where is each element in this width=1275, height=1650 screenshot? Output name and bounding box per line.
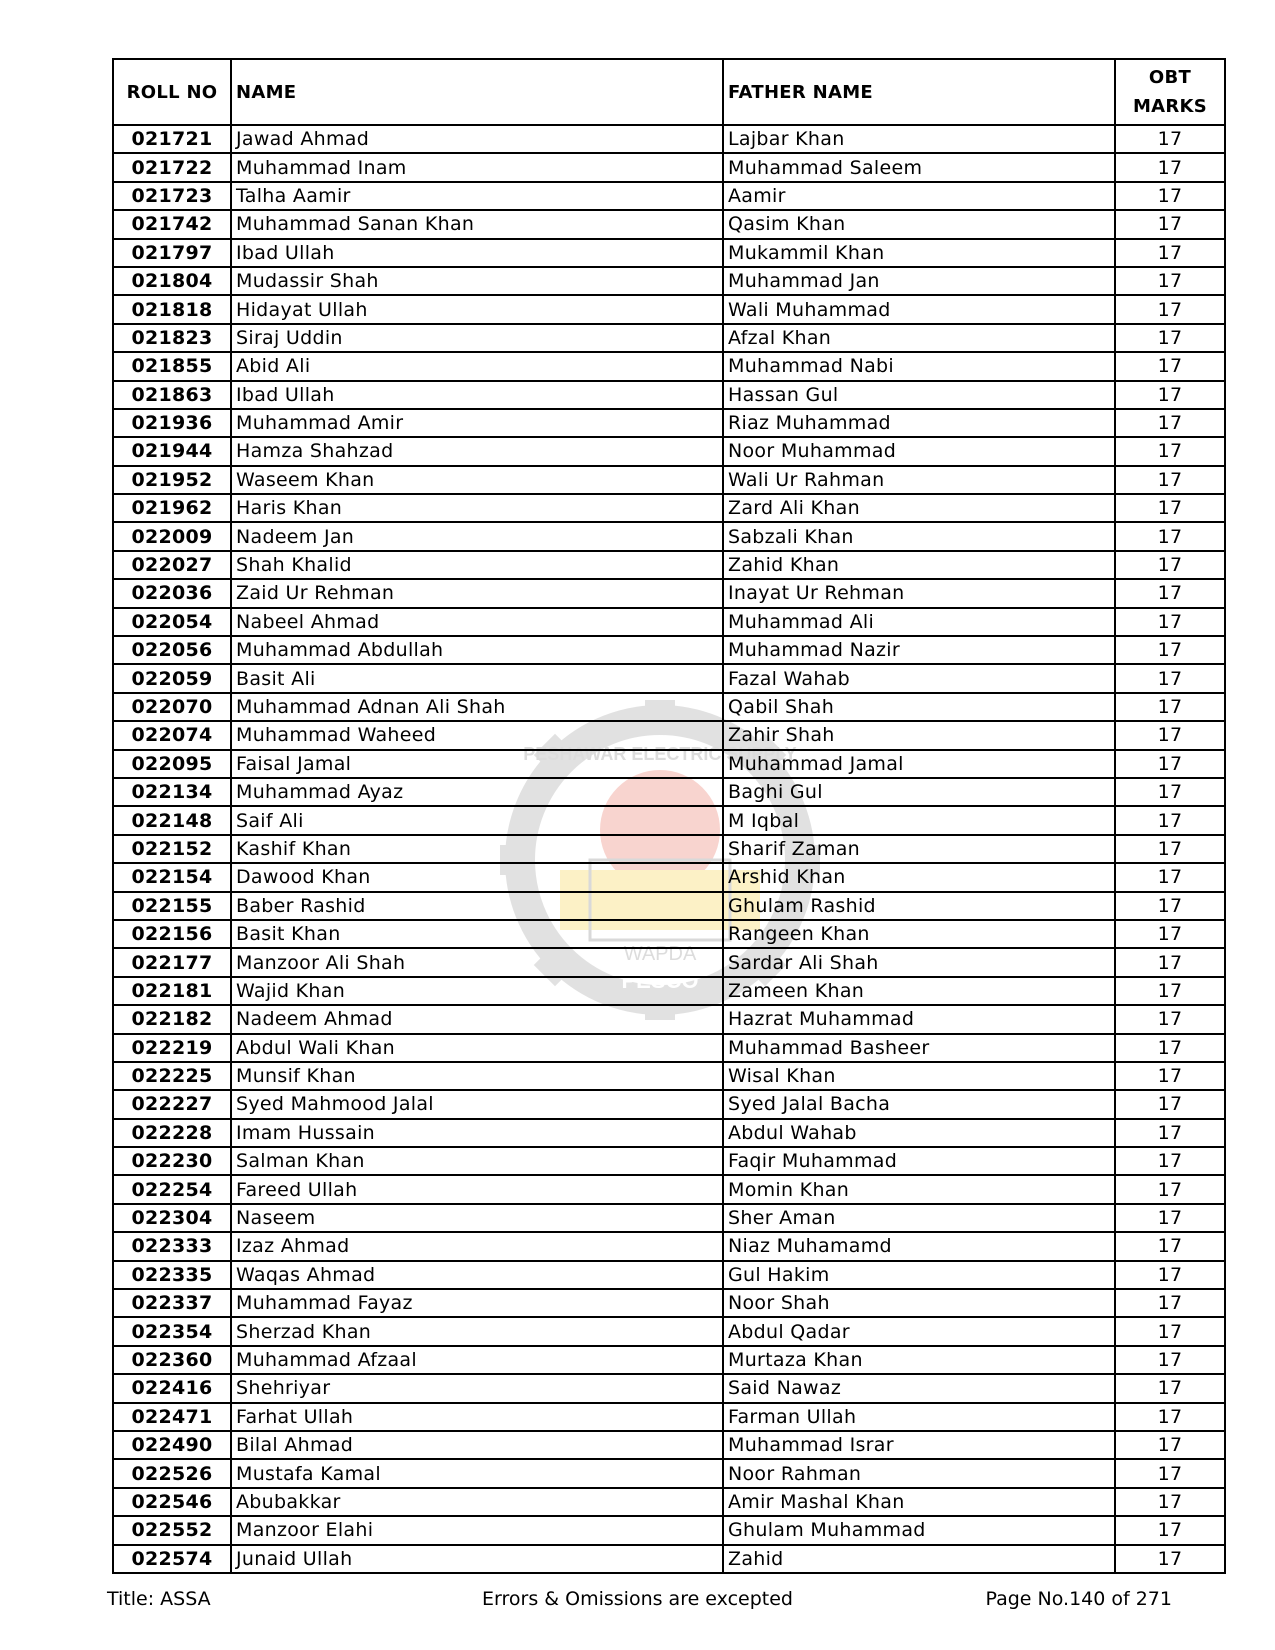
- name-cell: Hidayat Ullah: [231, 295, 723, 323]
- marks-cell: 17: [1115, 1346, 1225, 1374]
- name-cell: Abdul Wali Khan: [231, 1034, 723, 1062]
- table-row: [113, 1431, 1225, 1459]
- roll-no-cell: 022227: [113, 1090, 231, 1118]
- table-row: [113, 1289, 1225, 1317]
- name-cell: Munsif Khan: [231, 1062, 723, 1090]
- table-row: [113, 1034, 1225, 1062]
- roll-no-cell: 021962: [113, 494, 231, 522]
- name-cell: Farhat Ullah: [231, 1403, 723, 1431]
- name-cell: Syed Mahmood Jalal: [231, 1090, 723, 1118]
- roll-no-cell: 022304: [113, 1204, 231, 1232]
- father-name-cell: Lajbar Khan: [723, 125, 1115, 153]
- marks-cell: 17: [1115, 1374, 1225, 1402]
- marks-cell: 17: [1115, 1431, 1225, 1459]
- name-cell: Sherzad Khan: [231, 1317, 723, 1345]
- roll-no-cell: 022526: [113, 1459, 231, 1487]
- table-row: [113, 494, 1225, 522]
- name-cell: Nadeem Ahmad: [231, 1005, 723, 1033]
- marks-cell: 17: [1115, 892, 1225, 920]
- roll-no-cell: 022360: [113, 1346, 231, 1374]
- roll-no-cell: 022471: [113, 1403, 231, 1431]
- father-name-cell: Abdul Qadar: [723, 1317, 1115, 1345]
- roll-no-cell: 022027: [113, 551, 231, 579]
- table-row: [113, 1090, 1225, 1118]
- name-cell: Izaz Ahmad: [231, 1232, 723, 1260]
- name-cell: Kashif Khan: [231, 835, 723, 863]
- table-row: [113, 466, 1225, 494]
- table-row: [113, 1459, 1225, 1487]
- marks-cell: 17: [1115, 381, 1225, 409]
- marks-cell: 17: [1115, 324, 1225, 352]
- name-cell: Hamza Shahzad: [231, 437, 723, 465]
- roll-no-cell: 022335: [113, 1261, 231, 1289]
- roll-no-cell: 022225: [113, 1062, 231, 1090]
- roll-no-cell: 022182: [113, 1005, 231, 1033]
- name-cell: Muhammad Adnan Ali Shah: [231, 693, 723, 721]
- father-name-cell: Muhammad Nabi: [723, 352, 1115, 380]
- table-row: [113, 863, 1225, 891]
- father-name-cell: Wali Muhammad: [723, 295, 1115, 323]
- marks-cell: 17: [1115, 1545, 1225, 1573]
- table-row: [113, 295, 1225, 323]
- marks-cell: 17: [1115, 1005, 1225, 1033]
- roll-no-cell: 021944: [113, 437, 231, 465]
- father-name-cell: Syed Jalal Bacha: [723, 1090, 1115, 1118]
- name-cell: Imam Hussain: [231, 1119, 723, 1147]
- father-name-cell: Wisal Khan: [723, 1062, 1115, 1090]
- marks-cell: 17: [1115, 806, 1225, 834]
- father-name-cell: Hassan Gul: [723, 381, 1115, 409]
- roll-no-cell: 022054: [113, 608, 231, 636]
- father-name-cell: Noor Muhammad: [723, 437, 1115, 465]
- marks-cell: 17: [1115, 948, 1225, 976]
- roll-no-cell: 021804: [113, 267, 231, 295]
- marks-cell: 17: [1115, 863, 1225, 891]
- name-cell: Mudassir Shah: [231, 267, 723, 295]
- name-cell: Zaid Ur Rehman: [231, 579, 723, 607]
- roll-no-cell: 022036: [113, 579, 231, 607]
- table-row: [113, 1062, 1225, 1090]
- father-name-cell: Faqir Muhammad: [723, 1147, 1115, 1175]
- table-row: [113, 1317, 1225, 1345]
- table-row: [113, 778, 1225, 806]
- roll-no-cell: 021823: [113, 324, 231, 352]
- father-name-cell: Sardar Ali Shah: [723, 948, 1115, 976]
- name-cell: Waseem Khan: [231, 466, 723, 494]
- marks-cell: 17: [1115, 1289, 1225, 1317]
- marks-cell: 17: [1115, 1516, 1225, 1544]
- marks-cell: 17: [1115, 1317, 1225, 1345]
- name-cell: Dawood Khan: [231, 863, 723, 891]
- father-name-cell: Abdul Wahab: [723, 1119, 1115, 1147]
- name-cell: Faisal Jamal: [231, 750, 723, 778]
- table-row: [113, 522, 1225, 550]
- father-name-cell: Sher Aman: [723, 1204, 1115, 1232]
- marks-cell: 17: [1115, 1034, 1225, 1062]
- roll-no-cell: 022181: [113, 977, 231, 1005]
- father-name-cell: Ghulam Muhammad: [723, 1516, 1115, 1544]
- table-row: [113, 1488, 1225, 1516]
- results-table: [112, 58, 1226, 1574]
- watermark-company-text: PESCO: [621, 968, 699, 993]
- father-name-cell: Baghi Gul: [723, 778, 1115, 806]
- table-row: [113, 125, 1225, 153]
- roll-no-cell: 021936: [113, 409, 231, 437]
- table-row: [113, 437, 1225, 465]
- table-row: [113, 664, 1225, 692]
- father-name-cell: Muhammad Israr: [723, 1431, 1115, 1459]
- table-row: [113, 806, 1225, 834]
- marks-cell: 17: [1115, 125, 1225, 153]
- roll-no-cell: 022156: [113, 920, 231, 948]
- name-cell: Fareed Ullah: [231, 1175, 723, 1203]
- name-cell: Bilal Ahmad: [231, 1431, 723, 1459]
- table-row: [113, 1119, 1225, 1147]
- name-cell: Muhammad Fayaz: [231, 1289, 723, 1317]
- father-name-cell: Rangeen Khan: [723, 920, 1115, 948]
- father-name-cell: Zahid Khan: [723, 551, 1115, 579]
- marks-cell: 17: [1115, 1403, 1225, 1431]
- table-row: [113, 1403, 1225, 1431]
- table-row: [113, 324, 1225, 352]
- marks-cell: 17: [1115, 750, 1225, 778]
- marks-cell: 17: [1115, 409, 1225, 437]
- father-name-cell: Arshid Khan: [723, 863, 1115, 891]
- table-row: [113, 551, 1225, 579]
- name-cell: Waqas Ahmad: [231, 1261, 723, 1289]
- name-cell: Saif Ali: [231, 806, 723, 834]
- father-name-cell: Sharif Zaman: [723, 835, 1115, 863]
- name-cell: Muhammad Sanan Khan: [231, 210, 723, 238]
- roll-no-cell: 021818: [113, 295, 231, 323]
- table-row: [113, 1005, 1225, 1033]
- marks-cell: 17: [1115, 494, 1225, 522]
- table-row: [113, 608, 1225, 636]
- marks-cell: 17: [1115, 182, 1225, 210]
- father-name-cell: Muhammad Ali: [723, 608, 1115, 636]
- roll-no-cell: 022134: [113, 778, 231, 806]
- marks-cell: 17: [1115, 295, 1225, 323]
- marks-cell: 17: [1115, 1090, 1225, 1118]
- roll-no-cell: 022074: [113, 721, 231, 749]
- header-obt-line: OBT: [1148, 67, 1192, 88]
- father-name-cell: Wali Ur Rahman: [723, 466, 1115, 494]
- header-father-name: FATHER NAME: [723, 59, 1115, 125]
- table-row: [113, 636, 1225, 664]
- table-row: [113, 1232, 1225, 1260]
- marks-cell: 17: [1115, 1119, 1225, 1147]
- table-row: [113, 182, 1225, 210]
- header-marks-line: MARKS: [1132, 96, 1208, 117]
- father-name-cell: Riaz Muhammad: [723, 409, 1115, 437]
- name-cell: Wajid Khan: [231, 977, 723, 1005]
- roll-no-cell: 022148: [113, 806, 231, 834]
- name-cell: Nadeem Jan: [231, 522, 723, 550]
- table-row: [113, 381, 1225, 409]
- table-body: [113, 125, 1225, 1573]
- father-name-cell: Momin Khan: [723, 1175, 1115, 1203]
- name-cell: Mustafa Kamal: [231, 1459, 723, 1487]
- table-row: [113, 1374, 1225, 1402]
- roll-no-cell: 022152: [113, 835, 231, 863]
- name-cell: Ibad Ullah: [231, 239, 723, 267]
- name-cell: Muhammad Abdullah: [231, 636, 723, 664]
- father-name-cell: Fazal Wahab: [723, 664, 1115, 692]
- name-cell: Muhammad Afzaal: [231, 1346, 723, 1374]
- marks-cell: 17: [1115, 1062, 1225, 1090]
- roll-no-cell: 022333: [113, 1232, 231, 1260]
- marks-cell: 17: [1115, 778, 1225, 806]
- roll-no-cell: 022155: [113, 892, 231, 920]
- roll-no-cell: 021952: [113, 466, 231, 494]
- name-cell: Manzoor Ali Shah: [231, 948, 723, 976]
- name-cell: Salman Khan: [231, 1147, 723, 1175]
- table-row: [113, 721, 1225, 749]
- roll-no-cell: 021722: [113, 153, 231, 181]
- table-row: [113, 892, 1225, 920]
- roll-no-cell: 021797: [113, 239, 231, 267]
- roll-no-cell: 022009: [113, 522, 231, 550]
- marks-cell: 17: [1115, 437, 1225, 465]
- father-name-cell: Noor Rahman: [723, 1459, 1115, 1487]
- table-row: [113, 1147, 1225, 1175]
- name-cell: Muhammad Inam: [231, 153, 723, 181]
- roll-no-cell: 022254: [113, 1175, 231, 1203]
- marks-cell: 17: [1115, 239, 1225, 267]
- name-cell: Shah Khalid: [231, 551, 723, 579]
- table-row: [113, 920, 1225, 948]
- father-name-cell: Zahir Shah: [723, 721, 1115, 749]
- table-row: [113, 1346, 1225, 1374]
- marks-cell: 17: [1115, 210, 1225, 238]
- table-row: [113, 835, 1225, 863]
- name-cell: Basit Khan: [231, 920, 723, 948]
- header-obt-marks: [1115, 59, 1225, 125]
- marks-cell: 17: [1115, 352, 1225, 380]
- table-row: [113, 579, 1225, 607]
- marks-cell: 17: [1115, 1147, 1225, 1175]
- father-name-cell: Noor Shah: [723, 1289, 1115, 1317]
- marks-cell: 17: [1115, 636, 1225, 664]
- marks-cell: 17: [1115, 1204, 1225, 1232]
- name-cell: Haris Khan: [231, 494, 723, 522]
- marks-cell: 17: [1115, 1175, 1225, 1203]
- marks-cell: 17: [1115, 608, 1225, 636]
- father-name-cell: Murtaza Khan: [723, 1346, 1115, 1374]
- marks-cell: 17: [1115, 1232, 1225, 1260]
- table-row: [113, 1261, 1225, 1289]
- roll-no-cell: 022228: [113, 1119, 231, 1147]
- roll-no-cell: 022552: [113, 1516, 231, 1544]
- roll-no-cell: 021721: [113, 125, 231, 153]
- marks-cell: 17: [1115, 721, 1225, 749]
- roll-no-cell: 022574: [113, 1545, 231, 1573]
- table-row: [113, 409, 1225, 437]
- marks-cell: 17: [1115, 920, 1225, 948]
- name-cell: Jawad Ahmad: [231, 125, 723, 153]
- father-name-cell: Zameen Khan: [723, 977, 1115, 1005]
- marks-cell: 17: [1115, 579, 1225, 607]
- father-name-cell: Farman Ullah: [723, 1403, 1115, 1431]
- father-name-cell: Hazrat Muhammad: [723, 1005, 1115, 1033]
- marks-cell: 17: [1115, 522, 1225, 550]
- roll-no-cell: 022219: [113, 1034, 231, 1062]
- marks-cell: 17: [1115, 1459, 1225, 1487]
- roll-no-cell: 022059: [113, 664, 231, 692]
- father-name-cell: Muhammad Saleem: [723, 153, 1115, 181]
- roll-no-cell: 022056: [113, 636, 231, 664]
- roll-no-cell: 022095: [113, 750, 231, 778]
- father-name-cell: Qasim Khan: [723, 210, 1115, 238]
- header-roll-no: ROLL NO: [113, 59, 231, 125]
- father-name-cell: Muhammad Jamal: [723, 750, 1115, 778]
- table-row: [113, 352, 1225, 380]
- father-name-cell: Qabil Shah: [723, 693, 1115, 721]
- roll-no-cell: 022154: [113, 863, 231, 891]
- footer-title: Title: ASSA: [107, 1588, 211, 1610]
- name-cell: Naseem: [231, 1204, 723, 1232]
- roll-no-cell: 021723: [113, 182, 231, 210]
- name-cell: Basit Ali: [231, 664, 723, 692]
- name-cell: Nabeel Ahmad: [231, 608, 723, 636]
- name-cell: Talha Aamir: [231, 182, 723, 210]
- father-name-cell: M Iqbal: [723, 806, 1115, 834]
- marks-cell: 17: [1115, 664, 1225, 692]
- marks-cell: 17: [1115, 1261, 1225, 1289]
- name-cell: Ibad Ullah: [231, 381, 723, 409]
- roll-no-cell: 022070: [113, 693, 231, 721]
- table-row: [113, 153, 1225, 181]
- footer-page-number: Page No.140 of 271: [985, 1588, 1172, 1610]
- table-row: [113, 210, 1225, 238]
- footer-note: Errors & Omissions are excepted: [482, 1588, 793, 1610]
- roll-no-cell: 022354: [113, 1317, 231, 1345]
- marks-cell: 17: [1115, 466, 1225, 494]
- father-name-cell: Zard Ali Khan: [723, 494, 1115, 522]
- marks-cell: 17: [1115, 693, 1225, 721]
- marks-cell: 17: [1115, 1488, 1225, 1516]
- name-cell: Abid Ali: [231, 352, 723, 380]
- father-name-cell: Niaz Muhamamd: [723, 1232, 1115, 1260]
- roll-no-cell: 022337: [113, 1289, 231, 1317]
- father-name-cell: Muhammad Jan: [723, 267, 1115, 295]
- father-name-cell: Mukammil Khan: [723, 239, 1115, 267]
- roll-no-cell: 022230: [113, 1147, 231, 1175]
- roll-no-cell: 021863: [113, 381, 231, 409]
- roll-no-cell: 022546: [113, 1488, 231, 1516]
- table-row: [113, 1545, 1225, 1573]
- table-row: [113, 267, 1225, 295]
- roll-no-cell: 022177: [113, 948, 231, 976]
- father-name-cell: Muhammad Basheer: [723, 1034, 1115, 1062]
- roll-no-cell: 021742: [113, 210, 231, 238]
- father-name-cell: Inayat Ur Rehman: [723, 579, 1115, 607]
- watermark-org-text: WAPDA: [623, 943, 697, 965]
- father-name-cell: Zahid: [723, 1545, 1115, 1573]
- name-cell: Abubakkar: [231, 1488, 723, 1516]
- watermark-ring-text: PESHAWAR ELECTRIC SUPPLY: [523, 744, 797, 764]
- name-cell: Manzoor Elahi: [231, 1516, 723, 1544]
- father-name-cell: Muhammad Nazir: [723, 636, 1115, 664]
- father-name-cell: Said Nawaz: [723, 1374, 1115, 1402]
- marks-cell: 17: [1115, 551, 1225, 579]
- table-row: [113, 1175, 1225, 1203]
- father-name-cell: Afzal Khan: [723, 324, 1115, 352]
- name-cell: Muhammad Amir: [231, 409, 723, 437]
- table-row: [113, 977, 1225, 1005]
- roll-no-cell: 021855: [113, 352, 231, 380]
- name-cell: Shehriyar: [231, 1374, 723, 1402]
- name-cell: Baber Rashid: [231, 892, 723, 920]
- marks-cell: 17: [1115, 153, 1225, 181]
- father-name-cell: Sabzali Khan: [723, 522, 1115, 550]
- table-row: [113, 239, 1225, 267]
- roll-no-cell: 022490: [113, 1431, 231, 1459]
- marks-cell: 17: [1115, 267, 1225, 295]
- father-name-cell: Aamir: [723, 182, 1115, 210]
- table-row: [113, 1516, 1225, 1544]
- marks-cell: 17: [1115, 835, 1225, 863]
- father-name-cell: Ghulam Rashid: [723, 892, 1115, 920]
- marks-cell: 17: [1115, 977, 1225, 1005]
- table-row: [113, 1204, 1225, 1232]
- table-header-row: [113, 59, 1225, 125]
- table-row: [113, 750, 1225, 778]
- name-cell: Muhammad Ayaz: [231, 778, 723, 806]
- father-name-cell: Amir Mashal Khan: [723, 1488, 1115, 1516]
- name-cell: Junaid Ullah: [231, 1545, 723, 1573]
- roll-no-cell: 022416: [113, 1374, 231, 1402]
- father-name-cell: Gul Hakim: [723, 1261, 1115, 1289]
- header-name: NAME: [231, 59, 723, 125]
- name-cell: Siraj Uddin: [231, 324, 723, 352]
- name-cell: Muhammad Waheed: [231, 721, 723, 749]
- table-row: [113, 693, 1225, 721]
- table-row: [113, 948, 1225, 976]
